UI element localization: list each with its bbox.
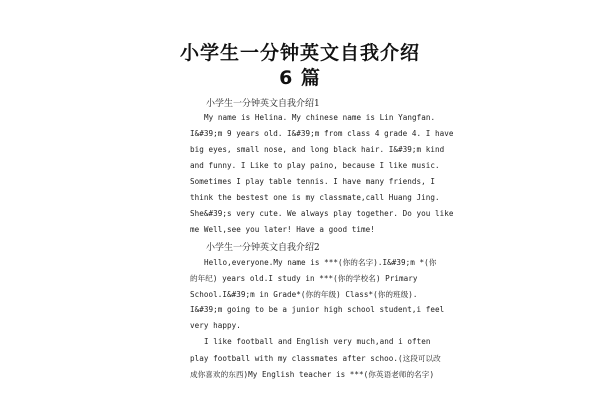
- paragraph-line: 成你喜欢的东西)My English teacher is ***(你英语老师的名字): [190, 370, 435, 379]
- paragraph-line: I like football and English very much,and i often: [204, 337, 431, 346]
- paragraph-line: Hello,everyone.My name is ***(你的名字).I&#39;m *(你: [204, 258, 437, 267]
- paragraph-line: 的年纪) years old.I study in ***(你的学校名) Primary: [190, 274, 418, 283]
- paragraph-line: big eyes, small nose, and long black hair. I&#39;m kind: [190, 145, 445, 154]
- paragraph-line: think the bestest one is my classmate,call Huang Jing.: [190, 193, 440, 202]
- document-title: 小学生一分钟英文自我介绍: [179, 42, 420, 64]
- paragraph-line: School.I&#39;m in Grade*(你的年级) Class*(你的班级).: [190, 290, 418, 299]
- section-heading: 小学生一分钟英文自我介绍1: [206, 99, 320, 109]
- paragraph-line: My name is Helina. My chinese name is Lin Yangfan.: [204, 113, 436, 122]
- paragraph-line: I&#39;m 9 years old. I&#39;m from class 4 grade 4. I have: [190, 129, 454, 138]
- paragraph-line: Sometimes I play table tennis. I have many friends, I: [190, 177, 435, 186]
- paragraph-line: me Well,see you later! Have a good time!: [190, 225, 375, 234]
- paragraph-line: I&#39;m going to be a junior high school student,i feel: [190, 305, 445, 314]
- paragraph-line: play football with my classmates after schoo.(这段可以改: [190, 354, 441, 363]
- paragraph-line: very happy.: [190, 321, 241, 330]
- section-heading: 小学生一分钟英文自我介绍2: [206, 243, 320, 253]
- paragraph-line: She&#39;s very cute. We always play together. Do you like: [190, 209, 454, 218]
- document-title-count: 6 篇: [279, 67, 321, 89]
- paragraph-line: and funny. I Like to play paino, because I like music.: [190, 161, 440, 170]
